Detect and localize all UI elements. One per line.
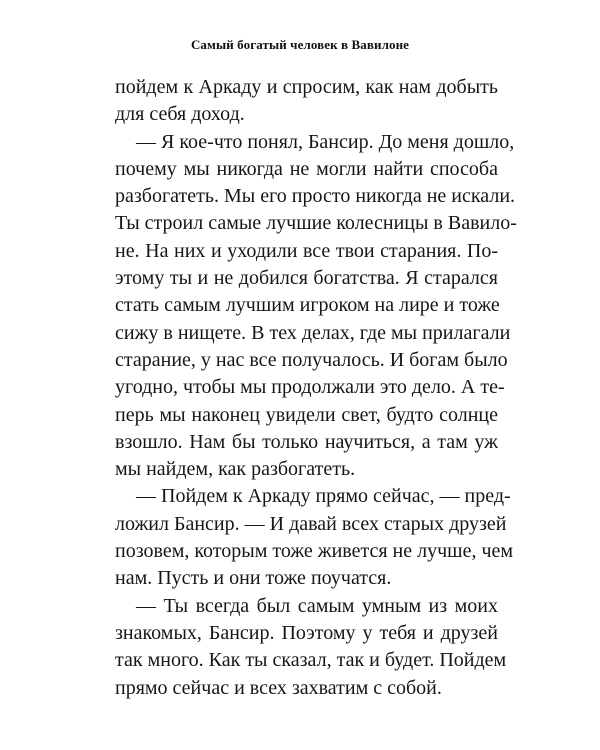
text-line: позовем, которым тоже живется не лучше, чем bbox=[115, 540, 514, 563]
text-line: — Я кое-что понял, Бансир. До меня дошло, bbox=[136, 130, 515, 153]
text-line: так много. Как ты сказал, так и будет. Пойдем bbox=[115, 649, 507, 672]
running-head: Самый богатый человек в Вавилоне bbox=[190, 37, 410, 52]
text-line: стать самым лучшим игроком на лире и тоже bbox=[115, 294, 500, 317]
text-line: не. На них и уходили все твои старания. По- bbox=[115, 239, 498, 262]
text-line: сижу в нищете. В тех делах, где мы прилагали bbox=[115, 321, 511, 344]
paragraph-1 bbox=[115, 74, 498, 129]
text-line: — Пойдем к Аркаду прямо сейчас, — пред- bbox=[136, 485, 511, 508]
text-line: Ты строил самые лучшие колесницы в Вавило- bbox=[115, 212, 517, 235]
text-line: пойдем к Аркаду и спросим, как нам добыть bbox=[115, 76, 498, 98]
text-line: знакомых, Бансир. Поэтому у тебя и друзей bbox=[115, 621, 498, 644]
body-text bbox=[115, 74, 517, 702]
text-line: почему мы никогда не могли найти способа bbox=[115, 157, 498, 180]
text-line: угодно, чтобы мы продолжали это дело. А те- bbox=[115, 376, 505, 399]
paragraph-2 bbox=[115, 129, 517, 484]
text-line: старание, у нас все получалось. И богам было bbox=[115, 348, 508, 371]
text-line: взошло. Нам бы только научиться, а там уж bbox=[115, 430, 498, 453]
text-line: этому ты и не добился богатства. Я старался bbox=[115, 267, 498, 290]
text-line: — Ты всегда был самым умным из моих bbox=[136, 594, 498, 617]
text-line: прямо сейчас и всех захватим с собой. bbox=[115, 676, 442, 699]
text-line: ложил Бансир. — И давай всех старых друзей bbox=[115, 512, 507, 535]
text-line: для себя доход. bbox=[115, 103, 245, 126]
text-line: разбогатеть. Мы его просто никогда не искали. bbox=[115, 185, 516, 208]
paragraph-3 bbox=[115, 483, 514, 592]
paragraph-4 bbox=[115, 593, 507, 702]
text-line: нам. Пусть и они тоже поучатся. bbox=[115, 567, 392, 590]
text-line: перь мы наконец увидели свет, будто солнце bbox=[115, 403, 498, 426]
text-line: мы найдем, как разбогатеть. bbox=[115, 458, 356, 481]
